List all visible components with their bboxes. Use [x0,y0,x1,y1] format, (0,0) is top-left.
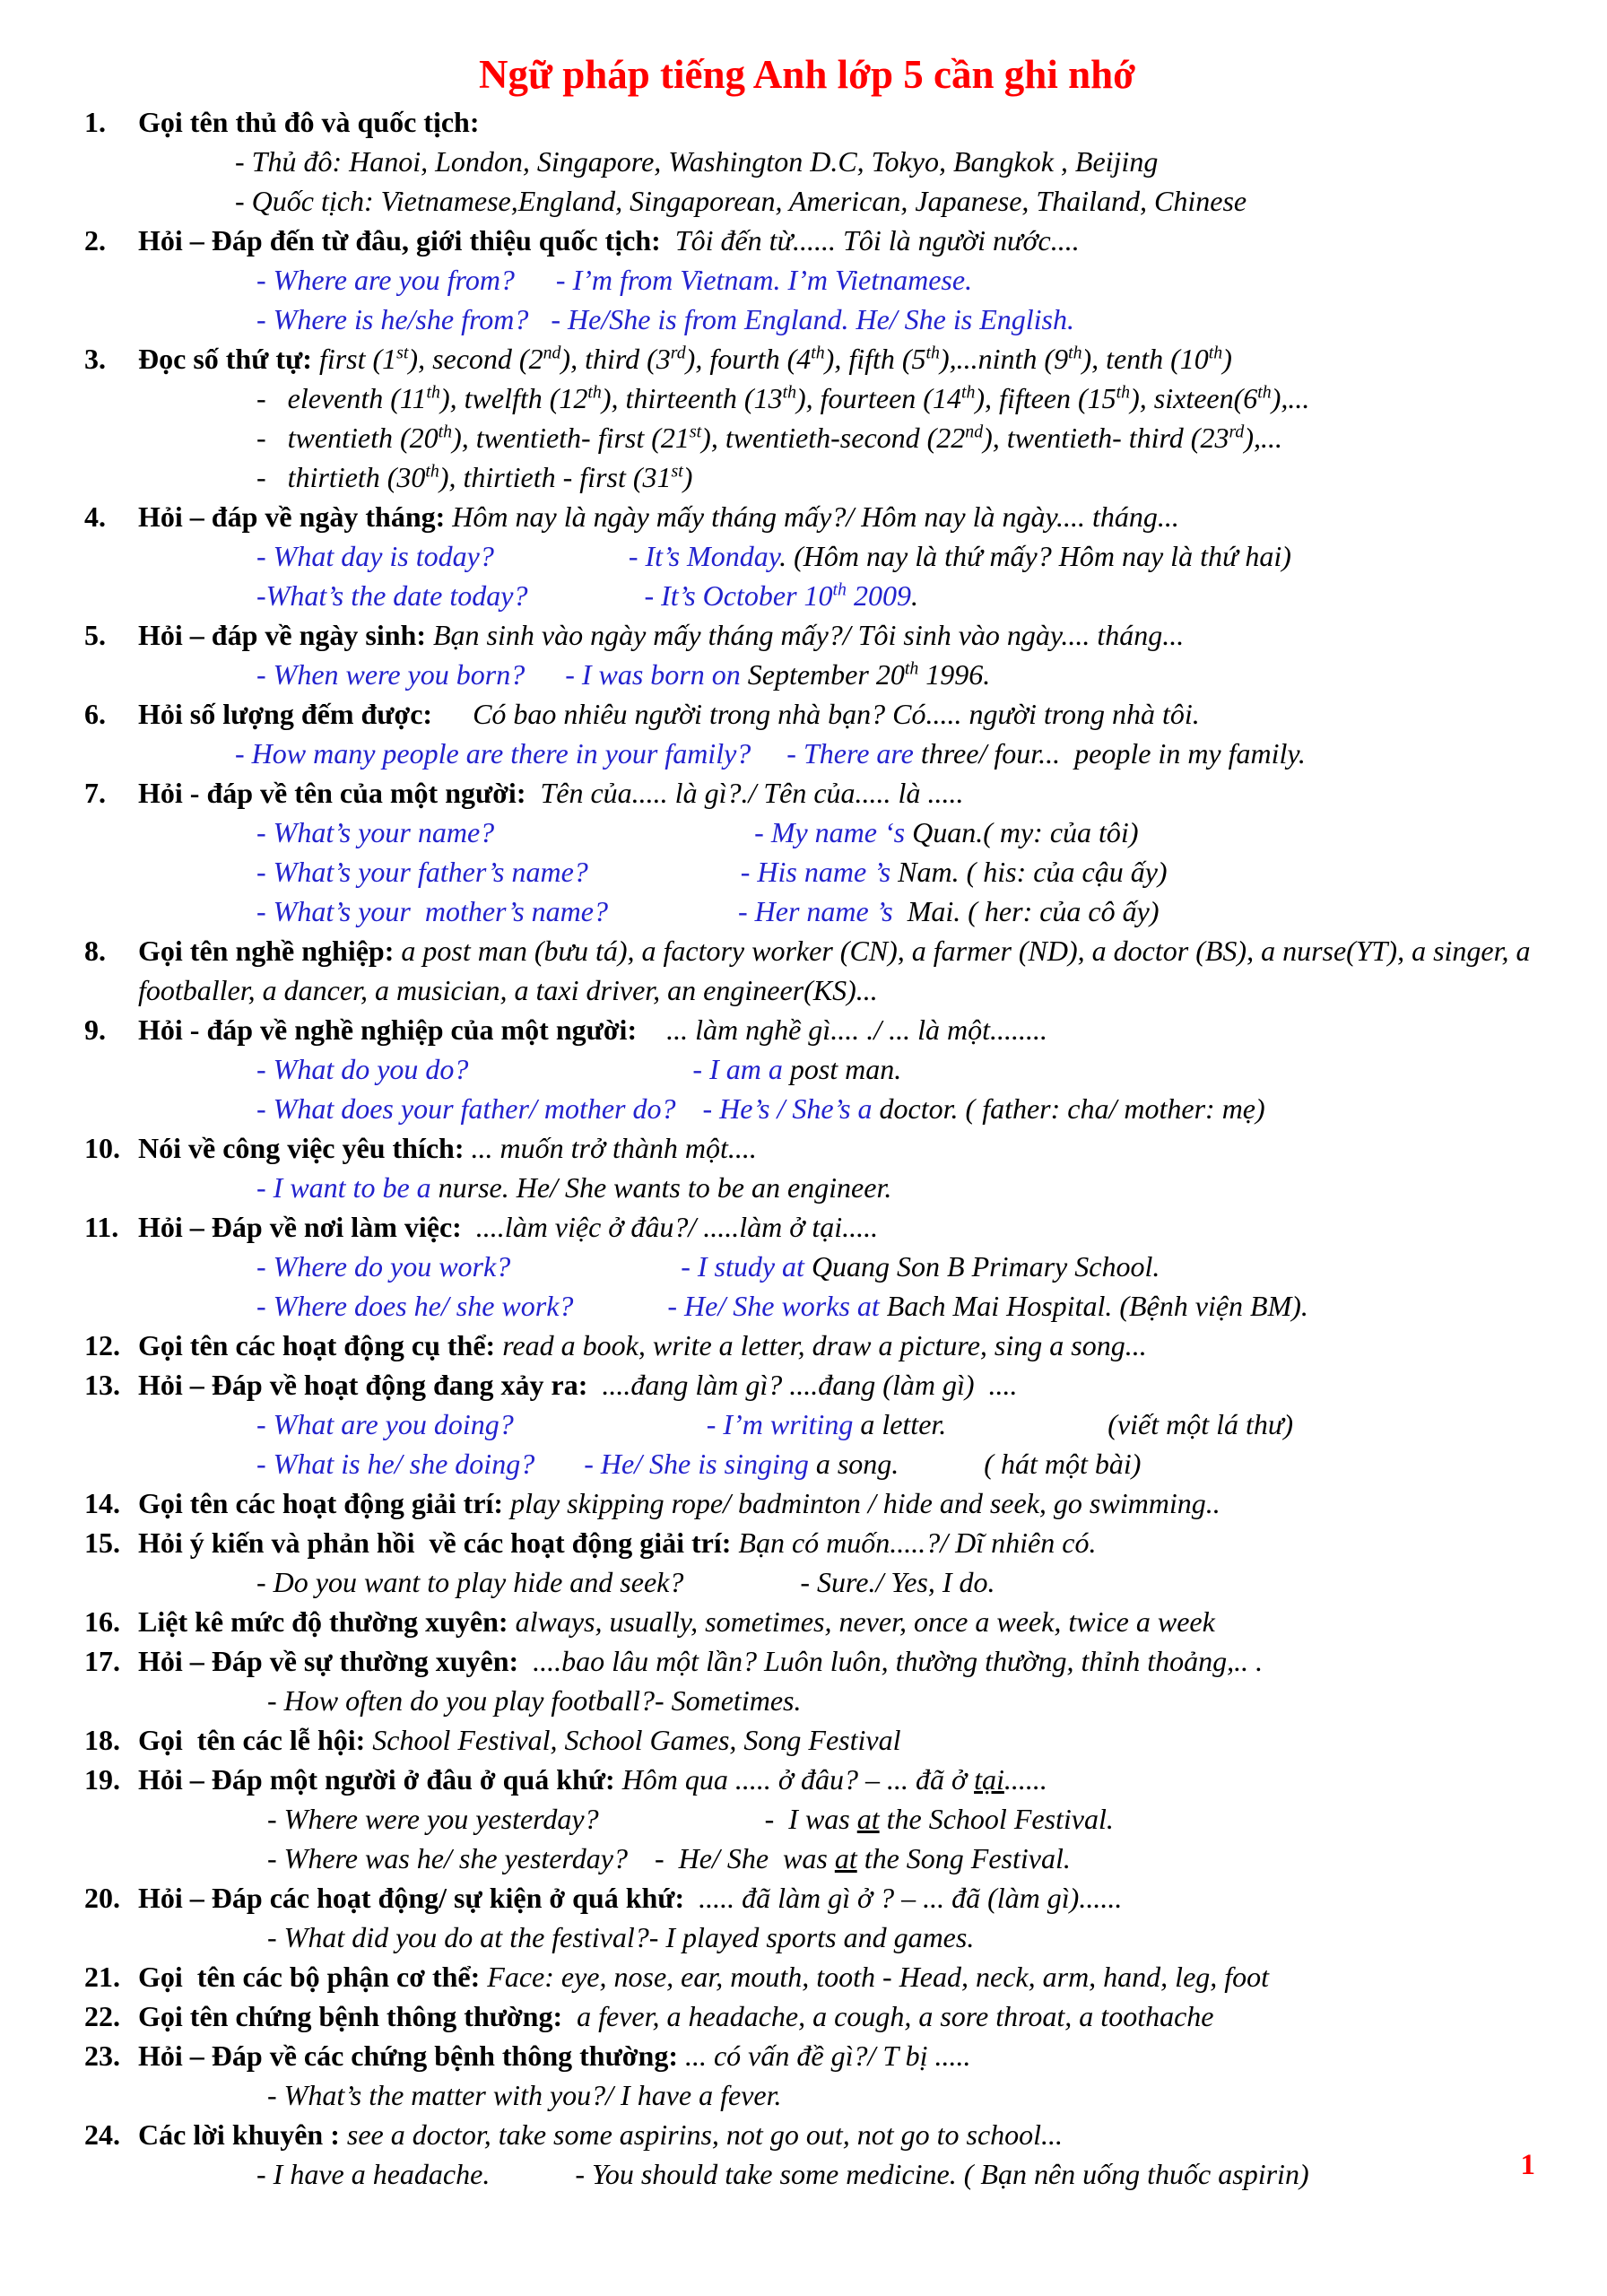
item-number: 2. [84,224,106,257]
document-title: Ngữ pháp tiếng Anh lớp 5 cần ghi nhớ [478,52,1136,97]
text-segment: the Song Festival. [856,1842,1071,1874]
item-number: 23. [84,2039,120,2072]
numbered-item-line [81,1128,1533,1168]
text-segment: ), twentieth-second (22 [701,422,966,454]
text-segment: - His name ’s [740,856,899,888]
text-segment: ), twentieth- third (23 [983,422,1229,454]
text-segment: ... muốn trở thành một.... [471,1132,757,1164]
item-number: 20. [84,1882,120,1914]
text-segment: Gọi tên các lễ hội: [138,1724,373,1756]
example-line [81,813,1533,852]
text-segment: ), thirteenth (13 [601,382,783,414]
text-segment: see a doctor, take some aspirins, not go out, not go to school... [346,2118,1064,2151]
text-segment: a letter. [860,1408,947,1440]
example-line [81,378,1533,418]
text-segment: Nói về công việc yêu thích: [138,1132,472,1164]
text-segment: ), twelfth (12 [439,382,588,414]
text-segment: Có bao nhiêu người trong nhà bạn? Có..... người trong nhà tôi. [473,698,1200,730]
text-segment: - What’s the matter with you?/ I have a fever. [267,2079,782,2111]
text-segment: ( hát một bài) [984,1448,1142,1480]
text-segment: read a book, write a letter, draw a picture, sing a song... [502,1329,1147,1361]
example-line [81,1444,1533,1483]
text-segment: th [1068,343,1082,363]
numbered-item-line [81,1720,1533,1760]
text-segment: th [811,343,825,363]
text-segment: - What’s your father’s name? [256,856,588,888]
numbered-item-line [81,2115,1533,2154]
text-segment: post man. [789,1053,902,1085]
item-number: 5. [84,619,106,651]
text-segment: Các lời khuyên : [138,2118,347,2151]
text-segment: Hỏi – Đáp một người ở đâu ở quá khứ: [138,1763,622,1796]
example-line [81,1168,1533,1207]
text-segment: th [782,382,796,403]
text-segment: Face: eye, nose, ear, mouth, tooth - Head, neck, arm, hand, leg, foot [487,1961,1270,1993]
document-body [81,102,1538,2194]
example-line [81,1839,1533,1878]
text-segment: at [856,1803,880,1835]
item-number: 15. [84,1526,120,1559]
text-segment: - What did you do at the festival?- I played sports and games. [267,1921,975,1953]
numbered-item-line [81,1602,1533,1641]
example-line [81,1089,1533,1128]
text-segment: play skipping rope/ badminton / hide and seek, go swimming.. [510,1487,1220,1519]
text-segment: Tên của..... là gì?./ Tên của..... là ..... [540,777,964,809]
text-segment: - twentieth (20 [256,422,439,454]
text-segment: - What do you do? [256,1053,469,1085]
text-segment: Đọc số thứ tự: [138,343,319,375]
text-segment: September 20 [747,658,905,691]
example-line [81,1562,1533,1602]
text-segment: - I have a headache. [256,2158,491,2190]
text-segment: Hỏi – Đáp về nơi làm việc: [138,1211,476,1243]
text-segment: ..... đã làm gì ở ? – ... đã (làm gì)...... [699,1882,1123,1914]
text-segment: - You should take some medicine. ( Bạn nên uống thuốc aspirin) [575,2158,1309,2190]
text-segment: - Thủ đô: Hanoi, London, Singapore, Washington D.C, Tokyo, Bangkok , Beijing [235,145,1159,178]
example-line [81,300,1533,339]
text-segment: Hỏi – Đáp về hoạt động đang xảy ra: [138,1369,603,1401]
text-segment: - I want to be a [256,1171,439,1204]
text-segment: th [425,461,439,482]
text-segment: Gọi tên nghề nghiệp: [138,935,402,967]
text-segment: ), fifth (5 [824,343,926,375]
text-segment: - I was born on [565,658,748,691]
numbered-item-line [81,1483,1533,1523]
example-line [81,891,1533,931]
item-number: 22. [84,2000,120,2032]
text-segment: Bach Mai Hospital. (Bệnh viện BM). [886,1290,1308,1322]
text-segment: the School Festival. [879,1803,1114,1835]
text-segment: Hỏi - đáp về tên của một người: [138,777,541,809]
numbered-item-line [81,615,1533,655]
example-line [81,655,1533,694]
numbered-item-line [81,694,1533,734]
example-line [81,1799,1533,1839]
text-segment: - What are you doing? [256,1408,514,1440]
item-number: 18. [84,1724,120,1756]
text-segment: th [1116,382,1131,403]
item-number: 11. [84,1211,119,1243]
text-segment: - What’s your name? [256,816,495,848]
text-segment: Hỏi – Đáp đến từ đâu, giới thiệu quốc tịch: [138,224,675,257]
text-segment: doctor. ( father: cha/ mother: mẹ) [879,1092,1265,1125]
text-segment: - eleventh (11 [256,382,427,414]
text-segment: ),... [1271,382,1310,414]
text-segment: School Festival, School Games, Song Festival [372,1724,901,1756]
numbered-item-line [81,1760,1533,1799]
example-line [81,576,1533,615]
text-segment: always, usually, sometimes, never, once a week, twice a week [515,1605,1215,1638]
text-segment: Bạn sinh vào ngày mấy tháng mấy?/ Tôi sinh vào ngày.... tháng... [432,619,1185,651]
item-number: 9. [84,1013,106,1046]
item-number: 3. [84,343,106,375]
text-segment: - When were you born? [256,658,526,691]
text-segment: Nam. ( his: của cậu ấy) [898,856,1168,888]
text-segment: - He/ She works at [667,1290,887,1322]
text-segment: Hôm qua ..... ở đâu? – ... đã ở [621,1763,975,1796]
text-segment: ....bao lâu một lần? Luôn luôn, thường thường, thỉnh thoảng,.. . [533,1645,1264,1677]
text-segment: . [910,579,918,612]
numbered-item-line [81,773,1533,813]
text-segment: - He’s / She’s a [702,1092,880,1125]
numbered-item-line [81,221,1533,260]
item-number: 7. [84,777,106,809]
text-segment: - What is he/ she doing? [256,1448,535,1480]
text-segment: ) [682,461,693,493]
text-segment: - Where are you from? [256,264,515,296]
numbered-item-line [81,339,1533,378]
text-segment: Gọi tên các hoạt động giải trí: [138,1487,511,1519]
text-segment: - How often do you play football?- Sometimes. [267,1684,802,1717]
text-segment: ....đang làm gì? ....đang (làm gì) .... [602,1369,1018,1401]
text-segment: Hỏi - đáp về nghề nghiệp của một người: [138,1013,645,1046]
text-segment: nd [543,343,561,363]
text-segment: ), fourth (4 [685,343,812,375]
example-line [81,260,1533,300]
page-number: 1 [1520,2149,1535,2181]
text-segment: - Quốc tịch: Vietnamese,England, Singaporean, American, Japanese, Thailand, Chinese [235,185,1247,217]
text-segment: - What does your father/ mother do? [256,1092,676,1125]
numbered-item-line [81,1365,1533,1405]
text-segment: ), second (2 [408,343,543,375]
numbered-item-line [81,497,1533,536]
example-line [81,1405,1533,1444]
numbered-item-line [81,1010,1533,1049]
text-segment: - He/She is from England. He/ She is English. [551,303,1074,335]
text-segment: - Sure./ Yes, I do. [800,1566,995,1598]
text-segment: th [1257,382,1272,403]
text-segment: a post man (bưu tá), a factory worker (CN), a farmer (ND), a doctor (BS), a nurse(YT), a singer, a footballer, a dancer, a musician, a taxi driver, an engineer(KS)... [138,935,1538,1006]
example-line [81,852,1533,891]
text-segment: - I am a [692,1053,790,1085]
item-number: 8. [84,935,106,967]
text-segment: Bạn có muốn.....?/ Dĩ nhiên có. [738,1526,1097,1559]
text-segment: Gọi tên thủ đô và quốc tịch: [138,106,480,138]
text-segment: - Her name ’s [737,895,900,927]
text-segment: - Where was he/ she yesterday? [267,1842,628,1874]
text-segment: th [904,658,919,679]
text-segment: rd [670,343,686,363]
text-segment: - What’s your mother’s name? [256,895,608,927]
text-segment: - There are [786,737,921,770]
text-segment: - My name ‘s [754,816,913,848]
text-segment: - Where is he/she from? [256,303,529,335]
text-segment: three/ four... people in my family. [920,737,1306,770]
text-segment: ) [1222,343,1232,375]
text-segment: ...... [1003,1763,1047,1796]
text-segment: th [426,382,440,403]
text-segment: - Where were you yesterday? [267,1803,599,1835]
item-number: 17. [84,1645,120,1677]
item-number: 13. [84,1369,120,1401]
example-line [81,142,1533,181]
item-number: 16. [84,1605,120,1638]
text-segment: ... có vấn đề gì?/ T bị ..... [684,2039,971,2072]
text-segment: nd [965,422,984,442]
text-segment: ), tenth (10 [1081,343,1209,375]
numbered-item-line [81,2036,1533,2075]
text-segment: Gọi tên các bộ phận cơ thể: [138,1961,488,1993]
item-number: 19. [84,1763,120,1796]
text-segment: - Where does he/ she work? [256,1290,574,1322]
text-segment: ),... [1244,422,1283,454]
numbered-item-line [81,102,1533,142]
text-segment: ... làm nghề gì.... ./ ... là một........ [666,1013,1047,1046]
example-line [81,2154,1533,2194]
text-segment: - thirtieth (30 [256,461,426,493]
text-segment: Quan.( my: của tôi) [912,816,1139,848]
text-segment: - What day is today? [256,540,494,572]
text-segment: (viết một lá thư) [1108,1408,1294,1440]
example-line [81,181,1533,221]
text-segment: th [1208,343,1223,363]
text-segment: Hỏi – Đáp về các chứng bệnh thông thường: [138,2039,685,2072]
numbered-item-line [81,1878,1533,1918]
text-segment: Hỏi – Đáp về sự thường xuyên: [138,1645,534,1677]
example-line [81,1681,1533,1720]
text-segment: ), twentieth- first (21 [452,422,690,454]
text-segment: nurse. He/ She wants to be an engineer. [438,1171,892,1204]
text-segment: st [689,422,702,442]
numbered-item-line [81,1996,1533,2036]
text-segment: st [396,343,409,363]
text-segment: - It’s Monday [628,540,780,572]
text-segment: Liệt kê mức độ thường xuyên: [138,1605,516,1638]
item-number: 12. [84,1329,120,1361]
item-number: 6. [84,698,106,730]
numbered-item-line [81,1523,1533,1562]
text-segment: tại [974,1763,1004,1796]
example-line [81,1286,1533,1326]
text-segment: 1996. [918,658,991,691]
text-segment: Gọi tên chứng bệnh thông thường: [138,2000,578,2032]
text-segment: Hỏi ý kiến và phản hồi về các hoạt động giải trí: [138,1526,739,1559]
example-line [81,2075,1533,2115]
text-segment: st [671,461,683,482]
item-number: 1. [84,106,106,138]
text-segment: - I study at [681,1250,812,1283]
text-segment: Quang Son B Primary School. [811,1250,1160,1283]
numbered-item-line [81,1957,1533,1996]
document-page [81,50,1538,2194]
numbered-item-line [81,931,1538,1010]
item-number: 14. [84,1487,120,1519]
numbered-item-line [81,1207,1533,1247]
text-segment: ....làm việc ở đâu?/ .....làm ở tại..... [475,1211,879,1243]
text-segment: th [832,579,847,600]
text-segment: Hỏi – Đáp các hoạt động/ sự kiện ở quá khứ: [138,1882,699,1914]
text-segment: - Where do you work? [256,1250,511,1283]
text-segment: -What’s the date today? [256,579,528,612]
text-segment: Hỏi – đáp về ngày tháng: [138,500,453,533]
text-segment: Mai. ( her: của cô ấy) [899,895,1160,927]
example-line [81,418,1533,457]
example-line [81,536,1533,576]
text-segment: ), third (3 [560,343,671,375]
text-segment: th [960,382,976,403]
text-segment: ), fourteen (14 [796,382,961,414]
text-segment: - I’m writing [706,1408,861,1440]
text-segment: first (1 [318,343,397,375]
example-line [81,1049,1533,1089]
text-segment: - It’s October 10 [644,579,833,612]
text-segment: Hỏi số lượng đếm được: [138,698,433,730]
text-segment: - I’m from Vietnam. I’m Vietnamese. [555,264,973,296]
text-segment: th [925,343,940,363]
text-segment: a fever, a headache, a cough, a sore throat, a toothache [577,2000,1214,2032]
text-segment: rd [1229,422,1245,442]
text-segment: th [587,382,602,403]
text-segment: ),...ninth (9 [939,343,1069,375]
text-segment: - He/ She is singing [584,1448,816,1480]
text-segment: Tôi đến từ...... Tôi là người nước.... [674,224,1080,257]
item-number: 4. [84,500,106,533]
item-number: 24. [84,2118,120,2151]
item-number: 10. [84,1132,120,1164]
example-line [81,734,1533,773]
example-line [81,457,1533,497]
text-segment: a song. [815,1448,899,1480]
text-segment: 2009 [846,579,911,612]
text-segment: ), sixteen(6 [1130,382,1258,414]
text-segment: - How many people are there in your family? [235,737,751,770]
text-segment: th [438,422,453,442]
example-line [81,1918,1533,1957]
item-number: 21. [84,1961,120,1993]
text-segment: ), thirtieth - first (31 [439,461,672,493]
text-segment: - I was [764,1803,857,1835]
text-segment: Hỏi – đáp về ngày sinh: [138,619,433,651]
numbered-item-line [81,1641,1533,1681]
text-segment: Hôm nay là ngày mấy tháng mấy?/ Hôm nay là ngày.... tháng... [452,500,1179,533]
text-segment: Gọi tên các hoạt động cụ thể: [138,1329,503,1361]
example-line [81,1247,1533,1286]
text-segment: ), fifteen (15 [975,382,1116,414]
text-segment: . (Hôm nay là thứ mấy? Hôm nay là thứ hai) [779,540,1291,572]
text-segment: - He/ She was [654,1842,835,1874]
text-segment: at [834,1842,857,1874]
text-segment: - Do you want to play hide and seek? [256,1566,684,1598]
numbered-item-line [81,1326,1533,1365]
